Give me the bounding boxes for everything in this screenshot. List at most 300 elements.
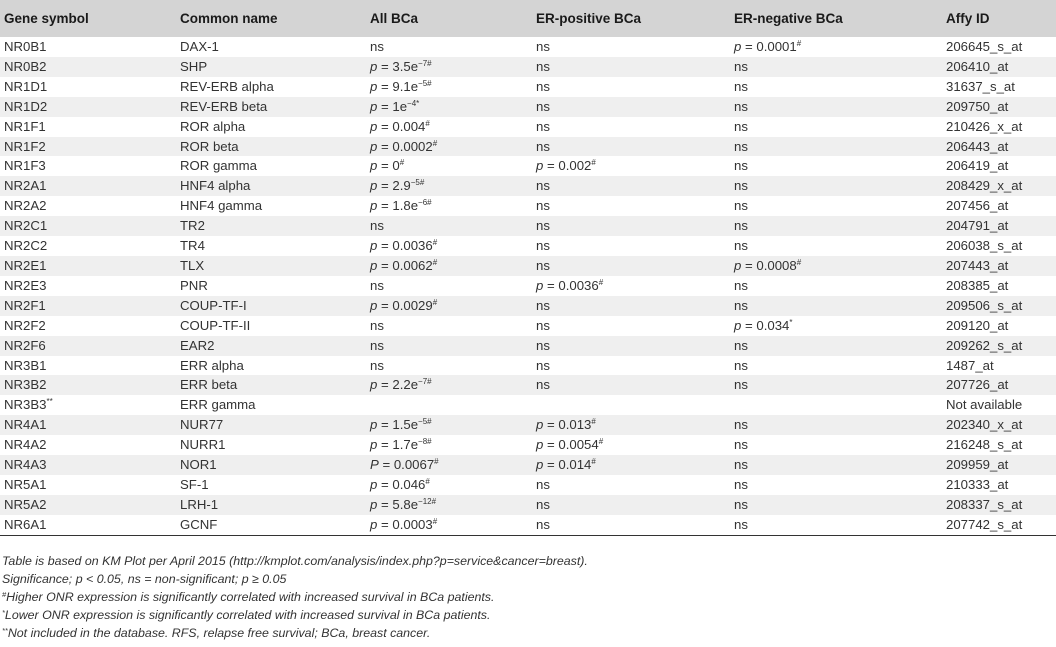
cell-affy-id (942, 296, 1056, 316)
cell-affy-id (942, 137, 1056, 157)
superscript-mark: ** (46, 397, 53, 407)
cell-affy-id (942, 515, 1056, 535)
cell-gene-symbol (0, 256, 176, 276)
cell-er-positive-bca (532, 455, 730, 475)
cell-gene-symbol (0, 395, 176, 415)
table-row (0, 57, 1056, 77)
cell-text: = 0.034 (741, 317, 790, 333)
cell-text: ROR alpha (180, 118, 246, 134)
cell-text: 210426_x_at (946, 118, 1023, 134)
cell-text: ns (734, 377, 748, 393)
cell-text: ns (734, 178, 748, 194)
superscript-mark: # (432, 257, 438, 267)
cell-affy-id (942, 455, 1056, 475)
cell-gene-symbol (0, 475, 176, 495)
cell-all-bca (366, 455, 532, 475)
cell-gene-symbol (0, 296, 176, 316)
p-symbol: p (370, 437, 378, 453)
superscript-mark: −12# (418, 496, 437, 506)
cell-affy-id (942, 236, 1056, 256)
cell-text: NR0B1 (4, 39, 47, 54)
cell-text: TR4 (180, 238, 205, 254)
table-row (0, 316, 1056, 336)
p-symbol: p (370, 377, 378, 393)
p-symbol: p (536, 417, 544, 433)
cell-er-negative-bca (730, 236, 942, 256)
cell-er-negative-bca (730, 435, 942, 455)
cell-er-negative-bca (730, 276, 942, 296)
cell-text: = 0 (377, 158, 400, 174)
cell-text: ns (536, 218, 550, 234)
superscript-mark: # (796, 257, 802, 267)
p-symbol: p (370, 58, 378, 74)
cell-common-name (176, 375, 366, 395)
header-er-negative-bca: ER-negative BCa (734, 11, 843, 26)
cell-text: = 5.8e (377, 496, 419, 512)
cell-text: = 9.1e (377, 78, 419, 94)
cell-er-positive-bca (532, 336, 730, 356)
p-symbol: p (370, 297, 378, 313)
cell-text: NR1F1 (4, 118, 46, 134)
cell-er-negative-bca (730, 97, 942, 117)
cell-er-negative-bca (730, 375, 942, 395)
cell-text: ns (536, 357, 550, 373)
cell-text: = 0.0002 (377, 138, 433, 154)
cell-text: NR0B2 (4, 58, 47, 74)
cell-text: = 0.0029 (377, 297, 433, 313)
cell-affy-id (942, 316, 1056, 336)
cell-text: 204791_at (946, 218, 1009, 234)
cell-er-negative-bca (730, 156, 942, 176)
cell-text: NR4A3 (4, 457, 47, 473)
cell-all-bca (366, 356, 532, 376)
cell-affy-id (942, 475, 1056, 495)
cell-common-name (176, 156, 366, 176)
cell-er-negative-bca (730, 37, 942, 57)
table-row (0, 216, 1056, 236)
cell-all-bca (366, 137, 532, 157)
p-symbol: p (734, 317, 742, 333)
cell-text: PNR (180, 277, 208, 293)
cell-text: NURR1 (180, 437, 226, 453)
cell-common-name (176, 356, 366, 376)
table-row (0, 97, 1056, 117)
cell-common-name (176, 495, 366, 515)
superscript-mark: −7# (418, 58, 432, 68)
cell-text: ns (536, 78, 550, 94)
cell-text: 1487_at (946, 357, 994, 373)
cell-text: ROR gamma (180, 158, 257, 174)
cell-text: ns (536, 178, 550, 194)
superscript-mark: # (432, 238, 438, 248)
cell-er-positive-bca (532, 196, 730, 216)
table-row (0, 375, 1056, 395)
cell-text: NR1F3 (4, 158, 46, 174)
cell-text: = 2.9 (377, 178, 411, 194)
cell-all-bca (366, 37, 532, 57)
superscript-mark: # (591, 158, 596, 168)
cell-text: REV-ERB alpha (180, 78, 274, 94)
cell-text: = 1e (377, 98, 408, 114)
superscript-mark: −4* (407, 98, 420, 108)
cell-text: ERR alpha (180, 357, 244, 373)
cell-gene-symbol (0, 176, 176, 196)
table-row (0, 475, 1056, 495)
cell-text: NR5A1 (4, 476, 47, 492)
table-body (0, 37, 1056, 535)
cell-text: ROR beta (180, 138, 239, 154)
cell-text: GCNF (180, 516, 218, 532)
superscript-mark: −8# (418, 437, 432, 447)
cell-text: NR2F1 (4, 297, 46, 313)
cell-affy-id (942, 77, 1056, 97)
cell-text: = 0.014 (543, 457, 592, 473)
superscript-mark: # (432, 516, 438, 526)
cell-er-positive-bca (532, 375, 730, 395)
cell-text: ns (536, 98, 550, 114)
table-row (0, 415, 1056, 435)
cell-er-negative-bca (730, 395, 942, 415)
cell-text: NR4A1 (4, 417, 47, 433)
cell-er-positive-bca (532, 37, 730, 57)
superscript-mark: # (796, 39, 802, 48)
cell-er-positive-bca (532, 475, 730, 495)
cell-text: NR2A1 (4, 178, 47, 194)
table-row (0, 455, 1056, 475)
cell-er-negative-bca (730, 356, 942, 376)
table-header (0, 0, 1056, 37)
superscript-mark: −6# (418, 198, 432, 208)
cell-affy-id (942, 176, 1056, 196)
cell-text: ns (536, 118, 550, 134)
cell-gene-symbol (0, 375, 176, 395)
cell-text: ERR gamma (180, 397, 256, 413)
cell-text: COUP-TF-I (180, 297, 247, 313)
cell-er-positive-bca (532, 216, 730, 236)
cell-text: ns (536, 476, 550, 492)
superscript-mark: # (434, 457, 439, 467)
p-symbol: p (370, 158, 378, 174)
cell-affy-id (942, 37, 1056, 57)
cell-text: 31637_s_at (946, 78, 1015, 94)
cell-text: ns (536, 238, 550, 254)
superscript-mark: # (399, 158, 405, 168)
cell-affy-id (942, 156, 1056, 176)
cell-affy-id (942, 375, 1056, 395)
cell-gene-symbol (0, 196, 176, 216)
cell-common-name (176, 515, 366, 535)
cell-text: SHP (180, 58, 208, 74)
cell-common-name (176, 57, 366, 77)
cell-text: ns (734, 417, 748, 433)
cell-text: ns (734, 357, 748, 373)
p-symbol: p (370, 257, 378, 273)
cell-text: ns (536, 138, 550, 154)
cell-common-name (176, 196, 366, 216)
cell-text: 209120_at (946, 317, 1009, 333)
p-symbol: p (370, 476, 378, 492)
cell-er-positive-bca (532, 236, 730, 256)
table-row (0, 276, 1056, 296)
cell-gene-symbol (0, 435, 176, 455)
p-symbol: p (370, 238, 378, 254)
cell-all-bca (366, 176, 532, 196)
cell-text: ns (734, 457, 748, 473)
cell-text: = 0.0001 (741, 39, 797, 54)
cell-gene-symbol (0, 316, 176, 336)
cell-text: ns (734, 58, 748, 74)
cell-text: REV-ERB beta (180, 98, 268, 114)
cell-all-bca (366, 395, 532, 415)
cell-gene-symbol (0, 117, 176, 137)
cell-text: ns (370, 337, 384, 353)
cell-text: = 2.2e (377, 377, 419, 393)
p-symbol: p (370, 417, 378, 433)
cell-all-bca (366, 276, 532, 296)
table-row (0, 296, 1056, 316)
cell-text: = 0.0036 (543, 277, 599, 293)
cell-all-bca (366, 316, 532, 336)
cell-text: ns (734, 78, 748, 94)
superscript-mark: −5# (418, 78, 432, 88)
footnote-text: Significance; p < 0.05, ns = non-significant; p ≥ 0.05 (2, 572, 287, 586)
cell-text: NR3B1 (4, 357, 47, 373)
cell-text: NR1F2 (4, 138, 46, 154)
cell-gene-symbol (0, 455, 176, 475)
cell-text: = 0.0062 (377, 257, 433, 273)
cell-all-bca (366, 296, 532, 316)
superscript-mark: −5# (410, 178, 425, 188)
cell-text: = 0.046 (377, 476, 426, 492)
cell-text: SF-1 (180, 476, 209, 492)
p-symbol: P (370, 457, 379, 473)
table-row (0, 37, 1056, 57)
cell-text: 209750_at (946, 98, 1009, 114)
cell-common-name (176, 256, 366, 276)
cell-common-name (176, 336, 366, 356)
table-row (0, 176, 1056, 196)
superscript-mark: # (432, 297, 438, 307)
p-symbol: p (370, 178, 378, 194)
superscript-mark: # (432, 138, 438, 148)
cell-er-negative-bca (730, 176, 942, 196)
table-row (0, 435, 1056, 455)
cell-common-name (176, 296, 366, 316)
cell-er-negative-bca (730, 495, 942, 515)
cell-text: COUP-TF-II (180, 317, 251, 333)
cell-text: = 1.7e (377, 437, 419, 453)
cell-er-positive-bca (532, 356, 730, 376)
cell-er-negative-bca (730, 316, 942, 336)
header-row (0, 0, 1056, 37)
cell-gene-symbol (0, 57, 176, 77)
cell-text: ns (734, 98, 748, 114)
p-symbol: p (536, 457, 544, 473)
table-row (0, 495, 1056, 515)
cell-all-bca (366, 415, 532, 435)
cell-text: ns (734, 118, 748, 134)
cell-all-bca (366, 495, 532, 515)
cell-common-name (176, 176, 366, 196)
cell-all-bca (366, 196, 532, 216)
cell-text: ns (734, 337, 748, 353)
footnote (0, 552, 1056, 570)
cell-er-negative-bca (730, 137, 942, 157)
cell-text: NR2E3 (4, 277, 47, 293)
superscript-mark: −5# (418, 417, 432, 427)
superscript-mark: # (598, 277, 604, 287)
cell-common-name (176, 316, 366, 336)
cell-text: HNF4 gamma (180, 198, 263, 214)
cell-text: HNF4 alpha (180, 178, 251, 194)
cell-text: NR1D1 (4, 78, 48, 94)
cell-text: 206419_at (946, 158, 1009, 174)
cell-er-positive-bca (532, 316, 730, 336)
superscript-mark: * (789, 317, 793, 327)
cell-text: ns (734, 158, 748, 174)
p-symbol: p (734, 39, 742, 54)
cell-text: ns (536, 257, 550, 273)
superscript-mark: # (598, 437, 604, 447)
table-row (0, 236, 1056, 256)
cell-text: ns (734, 516, 748, 532)
cell-er-negative-bca (730, 77, 942, 97)
cell-text: = 0.004 (377, 118, 426, 134)
cell-gene-symbol (0, 336, 176, 356)
cell-text: ns (734, 138, 748, 154)
cell-gene-symbol (0, 515, 176, 535)
cell-text: NR2C2 (4, 238, 48, 254)
footnote-text: Higher ONR expression is significantly correlated with increased survival in BCa patients. (6, 590, 495, 604)
cell-text: 208429_x_at (946, 178, 1023, 194)
cell-text: 210333_at (946, 476, 1009, 492)
cell-text: ns (734, 218, 748, 234)
cell-all-bca (366, 97, 532, 117)
table-row (0, 117, 1056, 137)
p-symbol: p (734, 257, 742, 273)
table-row (0, 515, 1056, 535)
cell-text: 206410_at (946, 58, 1009, 74)
cell-gene-symbol (0, 137, 176, 157)
table-row (0, 156, 1056, 176)
cell-text: ns (536, 516, 550, 532)
cell-gene-symbol (0, 495, 176, 515)
cell-all-bca (366, 117, 532, 137)
cell-text: ns (370, 317, 384, 333)
cell-text: ns (370, 39, 384, 54)
cell-text: NUR77 (180, 417, 224, 433)
cell-text: 207443_at (946, 257, 1009, 273)
cell-common-name (176, 37, 366, 57)
cell-text: ns (734, 437, 748, 453)
footnote-mark: ** (2, 626, 8, 635)
cell-affy-id (942, 117, 1056, 137)
cell-er-positive-bca (532, 77, 730, 97)
cell-text: NR2F6 (4, 337, 46, 353)
cell-common-name (176, 415, 366, 435)
footnote-mark: # (2, 590, 7, 599)
table-row (0, 256, 1056, 276)
cell-text: TLX (180, 257, 205, 273)
cell-er-negative-bca (730, 57, 942, 77)
p-symbol: p (536, 158, 544, 174)
cell-all-bca (366, 57, 532, 77)
cell-er-positive-bca (532, 296, 730, 316)
superscript-mark: −7# (418, 377, 432, 387)
footnote (0, 588, 1056, 606)
cell-text: = 0.0008 (741, 257, 797, 273)
cell-text: 209959_at (946, 457, 1009, 473)
cell-text: 208337_s_at (946, 496, 1023, 512)
table-row (0, 336, 1056, 356)
header-gene-symbol: Gene symbol (4, 11, 89, 26)
cell-er-negative-bca (730, 455, 942, 475)
cell-er-positive-bca (532, 176, 730, 196)
cell-text: NR4A2 (4, 437, 47, 453)
cell-text: Not available (946, 397, 1023, 413)
cell-text: ns (734, 198, 748, 214)
cell-text: ns (734, 238, 748, 254)
cell-text: ns (536, 58, 550, 74)
footnote-mark: * (2, 608, 5, 617)
cell-affy-id (942, 495, 1056, 515)
cell-er-positive-bca (532, 415, 730, 435)
footnote-text: Table is based on KM Plot per April 2015 (http://kmplot.com/analysis/index.php?p=service&cancer=breast). (2, 554, 588, 568)
cell-text: = 0.0036 (377, 238, 433, 254)
footnote (0, 606, 1056, 624)
cell-all-bca (366, 216, 532, 236)
cell-er-positive-bca (532, 435, 730, 455)
footnote-text: Lower ONR expression is significantly correlated with increased survival in BCa patients. (4, 608, 491, 622)
cell-text: ERR beta (180, 377, 238, 393)
cell-text: NR1D2 (4, 98, 48, 114)
cell-gene-symbol (0, 216, 176, 236)
cell-text: NR2A2 (4, 198, 47, 214)
cell-all-bca (366, 375, 532, 395)
cell-affy-id (942, 395, 1056, 415)
cell-er-negative-bca (730, 515, 942, 535)
cell-text: ns (370, 357, 384, 373)
cell-text: 207742_s_at (946, 516, 1023, 532)
cell-text: = 3.5e (377, 58, 419, 74)
cell-text: ns (734, 476, 748, 492)
cell-text: ns (734, 277, 748, 293)
cell-text: ns (370, 277, 384, 293)
cell-affy-id (942, 57, 1056, 77)
cell-all-bca (366, 515, 532, 535)
cell-affy-id (942, 97, 1056, 117)
p-symbol: p (370, 78, 378, 94)
p-symbol: p (370, 496, 378, 512)
cell-text: = 0.0067 (378, 457, 435, 473)
cell-text: EAR2 (180, 337, 215, 353)
cell-gene-symbol (0, 276, 176, 296)
footnote (0, 624, 1056, 642)
header-er-positive-bca: ER-positive BCa (536, 11, 642, 26)
cell-er-negative-bca (730, 196, 942, 216)
cell-er-positive-bca (532, 495, 730, 515)
cell-text: = 1.5e (377, 417, 419, 433)
cell-er-positive-bca (532, 97, 730, 117)
cell-all-bca (366, 256, 532, 276)
cell-text: NR6A1 (4, 516, 47, 532)
cell-er-negative-bca (730, 336, 942, 356)
table-row (0, 137, 1056, 157)
cell-text: 208385_at (946, 277, 1009, 293)
cell-common-name (176, 475, 366, 495)
table-row (0, 356, 1056, 376)
cell-text: ns (734, 496, 748, 512)
